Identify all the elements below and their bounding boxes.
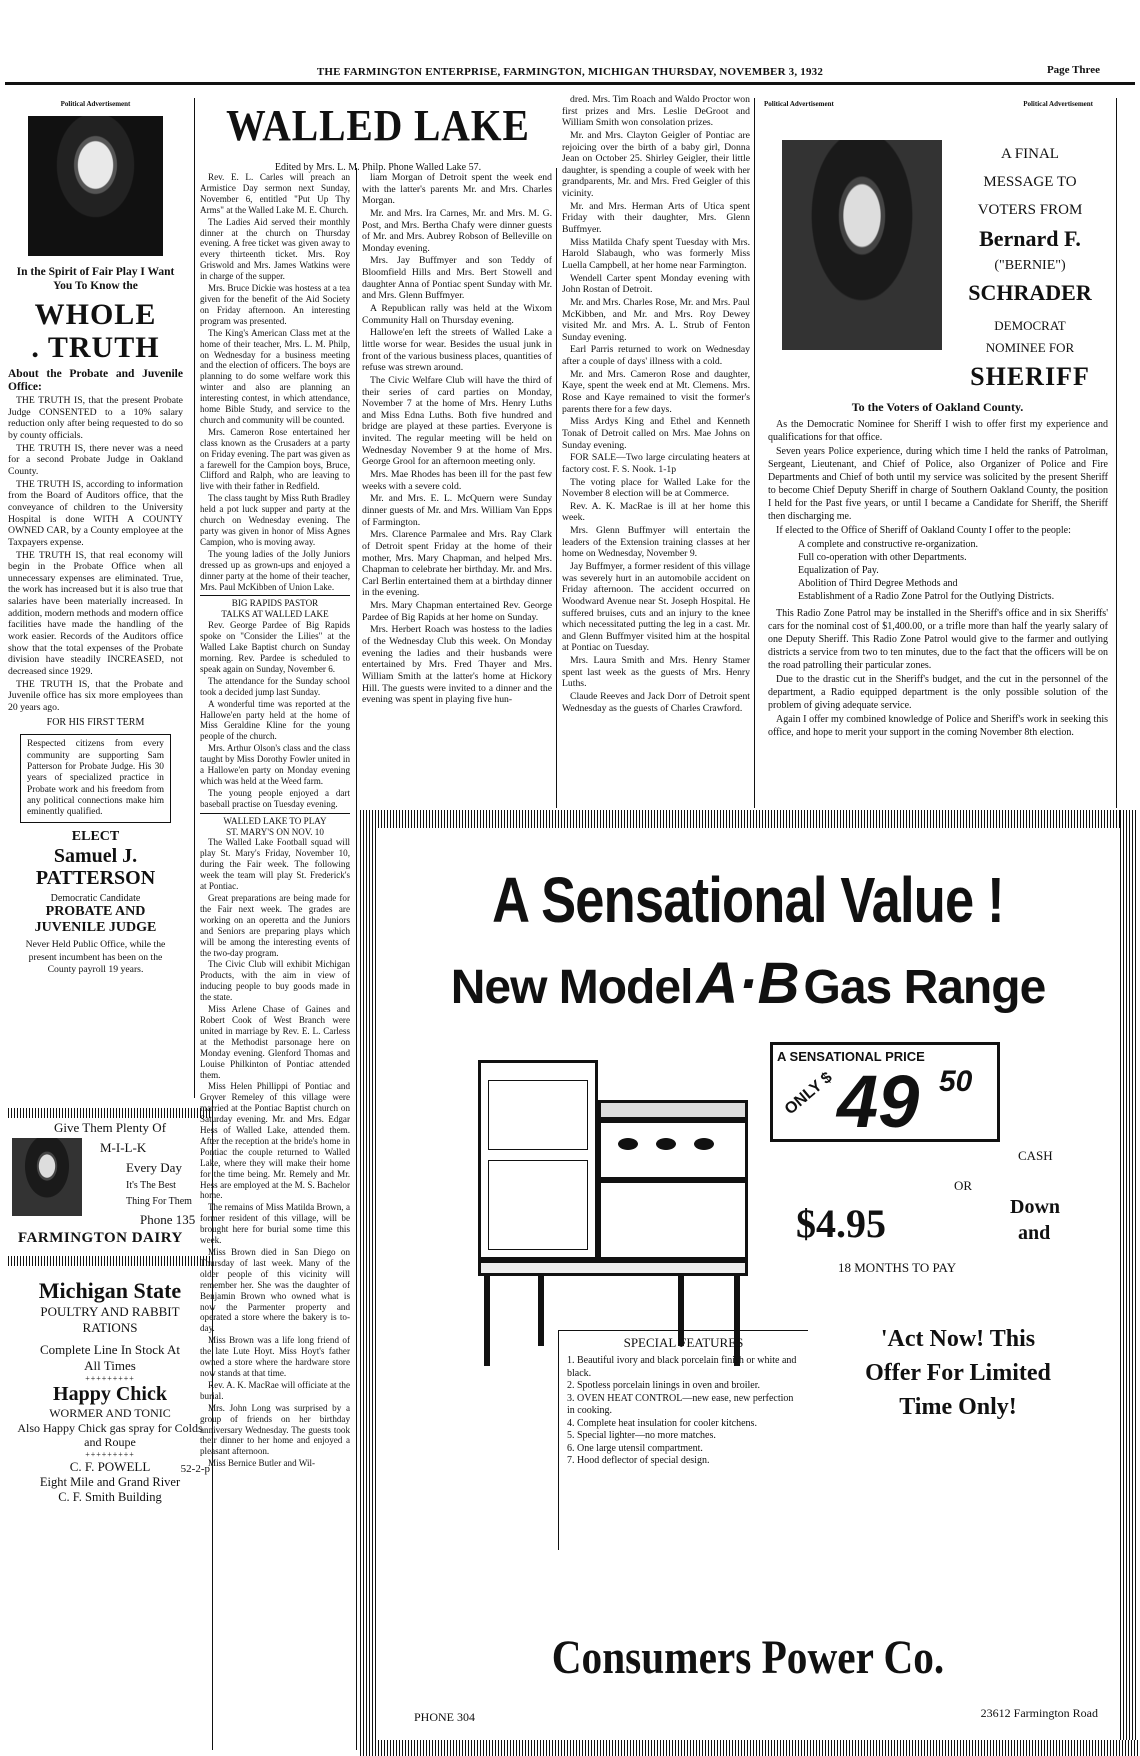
masthead [0, 60, 1140, 90]
gas-down: Down [1010, 1196, 1061, 1218]
sheriff-body [768, 418, 1108, 740]
gas-ad-border-right [1120, 810, 1138, 1756]
news-item: Mr. and Mrs. Charles Rose, Mr. and Mrs. Paul McKibben, and Mr. and Mrs. Roy Dewey visited Mr. and Mrs. A. L. Strub of Fenton Sunday evening. [562, 296, 750, 343]
sheriff-nominee: NOMINEE FOR [985, 340, 1075, 355]
gas-feature: 4. Complete heat insulation for cooler kitchens. [567, 1417, 757, 1429]
gas-feature: 5. Special lighter—no more matches. [567, 1430, 716, 1441]
walled-lake-header [200, 98, 556, 173]
column-rule [556, 168, 557, 808]
masthead-rule [5, 82, 1135, 85]
dairy-bottom-border [8, 1256, 212, 1266]
sheriff-list-item: A complete and constructive re-organization. [798, 539, 979, 550]
gas-subhead [378, 950, 1118, 1017]
gas-headline: A Sensational Value ! [492, 864, 1004, 936]
office-line-1: PROBATE AND [45, 904, 146, 920]
sheriff-list-item: Full co-operation with other Departments. [798, 552, 967, 563]
gas-act-3: Time Only! [899, 1394, 1017, 1420]
news-item: Rev. George Pardee of Big Rapids spoke on "Consider the Lilies" at the Walled Lake Baptist church on Sunday morning. Rev. Pardee is scheduled to speak again on Sunday, November 6. [200, 620, 350, 674]
dairy-every: Every Day [126, 1160, 182, 1175]
dairy-milk: M-I-L-K [100, 1140, 147, 1155]
gas-ab-logo: A·B [696, 951, 800, 1016]
dairy-name: FARMINGTON DAIRY [18, 1230, 183, 1246]
sheriff-surname: SCHRADER [968, 280, 1092, 305]
gas-and: and [1018, 1222, 1051, 1244]
gas-or: OR [954, 1178, 973, 1193]
news-item: The remains of Miss Matilda Brown, a former resident of this village, will be brought here for burial some time this week. [200, 1202, 350, 1246]
news-item: Mrs. Arthur Olson's class and the class taught by Miss Dorothy Fowler united in a Hallowe'en party on Monday evening which was held at the Weed farm. [200, 743, 350, 786]
first-term: FOR HIS FIRST TERM [46, 717, 145, 729]
masthead-title: THE FARMINGTON ENTERPRISE, FARMINGTON, MICHIGAN THURSDAY, NOVEMBER 3, 1932 [316, 66, 824, 78]
poultry-building: C. F. Smith Building [58, 1489, 162, 1504]
news-item: The Civic Club will exhibit Michigan Products, with the aim in view of inducing people to buy goods made in the state. [200, 959, 350, 1003]
news-item: A Republican rally was held at the Wixom Community Hall on Thursday evening. [362, 303, 552, 326]
gas-feature: 3. OVEN HEAT CONTROL—new ease, new perfection in cooking. [567, 1392, 794, 1416]
gas-feature: 2. Spotless porcelain linings in oven and broiler. [567, 1380, 761, 1391]
sheriff-dem: DEMOCRAT [994, 318, 1066, 333]
never-held: Never Held Public Office, while the present incumbent has been on the County payroll 19 years. [25, 939, 166, 975]
whole-heading: WHOLE [34, 297, 157, 331]
news-item: Mr. and Mrs. Ira Carnes, Mr. and Mrs. M. G. Post, and Mrs. Bertha Chafy were dinner guests of Mr. and Mrs. Aubrey Robson of Belleville on Monday evening. [362, 207, 552, 254]
news-item: Mrs. Glenn Buffmyer will entertain the leaders of the Extension training classes at her home on Wednesday, November 9. [562, 525, 750, 560]
gas-price-cents: 50 [939, 1065, 973, 1098]
news-item: The voting place for Walled Lake for the November 8 election will be at Commerce. [562, 476, 750, 500]
candidate-last-name: PATTERSON [35, 867, 156, 890]
gas-months: 18 MONTHS TO PAY [838, 1260, 957, 1275]
gas-range-word: Gas Range [803, 961, 1046, 1014]
news-item: Earl Parris returned to work on Wednesday after a couple of days' illness with a cold. [562, 344, 750, 368]
poultry-happy: Happy Chick [53, 1383, 167, 1405]
dairy-phone: Phone 135 [140, 1212, 196, 1227]
poultry-code: 52-2-p [180, 1463, 210, 1475]
news-item: Miss Brown was a life long friend of the late Lute Hoyt. Miss Hoyt's father owned a store where the hardware store now stands at that time. [200, 1335, 350, 1378]
poultry-corner: Eight Mile and Grand River [39, 1474, 181, 1489]
sheriff-message: MESSAGE TO [983, 174, 1077, 190]
schrader-ad [760, 98, 1115, 808]
gas-price-block [770, 1042, 1000, 1142]
gas-act-2: Offer For Limited [865, 1360, 1051, 1386]
news-item: Mr. and Mrs. E. L. McQuern were Sunday dinner guests of Mr. and Mrs. William Van Epps of Farmington. [362, 493, 552, 528]
poultry-michigan: Michigan State [38, 1278, 182, 1303]
patterson-ad [8, 100, 183, 1100]
news-item: The class taught by Miss Ruth Bradley held a pot luck supper and party at the church on Wednesday evening. The party was given in honor of Miss Agnes Campion, who is moving away. [200, 493, 350, 547]
gas-feature: 7. Hood deflector of special design. [567, 1455, 710, 1466]
truth-body [8, 368, 183, 714]
news-item: Miss Matilda Chafy spent Tuesday with Mrs. Harold Slabaugh, who was formerly Miss Luella Campbell, at her home near Farmington. [562, 236, 750, 271]
news-item: Mrs. Mae Rhodes has been ill for the past few weeks with a severe cold. [362, 469, 552, 492]
news-item: The Civic Welfare Club will have the third of their series of card parties on Monday, November 7 at the home of Mrs. Henry Luths and Miss Edna Luths. Both five hundred and bridge are played at these parties. Everyone is invited. The regular meeting will be held on Wednesday November 9 at the home of Mrs. George Grool for an afternoon meeting only. [362, 374, 552, 468]
gas-feature: 1. Beautiful ivory and black porcelain finish or white and black. [567, 1355, 797, 1379]
subhead: TALKS AT WALLED LAKE [221, 609, 329, 620]
poultry-ad [8, 1270, 212, 1504]
patterson-portrait [28, 116, 163, 256]
truth-paragraph: THE TRUTH IS, according to information from the Board of Auditors office, that the conveyance of children to the University Hospital is done WITH A COUNTY OWNED CAR, by a County employee at the Taxpayers expense. [8, 478, 183, 548]
news-item: FOR SALE—Two large circulating heaters at factory cost. F. S. Nook. 1-1p [562, 452, 750, 475]
supporters-box: Respected citizens from every community are supporting Sam Patterson for Probate Judge. His 30 years of specialized practice in Probate work and his freedom from any political connections make him eminently qualified. [20, 734, 171, 823]
news-item: Mrs. Bruce Dickie was hostess at a tea given for the benefit of the Aid Society on Friday afternoon. An interesting program was presented. [200, 283, 350, 326]
news-item: Great preparations are being made for the Fair next week. The grades are working on an operetta and the Juniors and Seniors are preparing plays which will be among the interesting events of the two-day program. [200, 893, 350, 958]
truth-heading: . TRUTH [31, 330, 160, 364]
news-item: Mrs. Cameron Rose entertained her class known as the Crusaders at a party on Friday evening. The part was given as a farewell for the Campion boys, Bruce, Clifford and Ralph, who are leaving to live with their father in Redfield. [200, 426, 350, 492]
news-item: Miss Brown died in San Diego on Thursday of last week. Many of the older people of this vicinity will remember her. She was the daughter of Benjamin Brown who owned what is now the Parmenter property and operated a store where the bakery is to-day. [200, 1247, 350, 1334]
dairy-best-2: Thing For Them [126, 1196, 192, 1207]
news-item: Rev. A. K. MacRae will officiate at the burial. [200, 1379, 350, 1401]
walled-lake-editor: Edited by Mrs. L. M. Philp. Phone Walled Lake 57. [274, 162, 482, 173]
gas-address: 23612 Farmington Road [980, 1706, 1098, 1720]
gas-cash: CASH [1018, 1148, 1053, 1163]
truth-paragraph: THE TRUTH IS, that the present Probate Judge CONSENTED to a 10% salary reduction only after being requested to do so by county officials. [8, 395, 183, 442]
truth-paragraph: THE TRUTH IS, there never was a need for a second Probate Judge in Oakland County. [8, 442, 183, 478]
poultry-divider: +++++++++ [85, 1449, 135, 1459]
news-item: liam Morgan of Detroit spent the week end with the latter's parents Mr. and Mrs. Charles Morgan. [362, 172, 552, 207]
news-item: Mrs. Herbert Roach was hostess to the ladies of the Wednesday Club this week. On Monday evening the ladies and their husbands were entertained by Mrs. Fred Thayer and Mrs. William Smith at the latter's home at Hickory Hill. The guests were invited to a dinner and the evening was spent in playing five hun- [362, 624, 552, 706]
poultry-complete: Complete Line In Stock At [39, 1342, 181, 1357]
sheriff-heading: SHERIFF [970, 362, 1090, 391]
gas-phone: PHONE 304 [414, 1710, 476, 1724]
dairy-top-border [8, 1108, 212, 1118]
news-item: Miss Helen Phillippi of Pontiac and Grover Remeley of this village were married at the Pontiac Baptist church on Saturday evening. Mr. and Mrs. Edgar Hess of Walled Lake, attended them. After the reception at the bride's home in Pontiac the couple returned to Walled Lake, where they will make their home for the time being. Mr. Remely and Mr. Hess are employed at the M. S. Bachelor home. [200, 1081, 350, 1201]
baby-with-bottle-image [12, 1138, 82, 1216]
poultry-powell: C. F. POWELL [69, 1458, 151, 1474]
gas-new-model: New Model [450, 961, 693, 1014]
truth-paragraph: THE TRUTH IS, that real economy will begin in the Probate Office when all unnecessary expenses are eliminated. True, the work has increased but it is also true that salaries have been materially increased. In addition, modern methods and modern office facilities have made the handling of the work easier. Records of the Auditors office show that the total expenses of the Probate division have steadily INCREASED, not decreased since 1929. [8, 549, 183, 677]
poultry-rations: RATIONS [82, 1320, 138, 1335]
gas-range-ad [378, 830, 1118, 1738]
poultry-all-times: All Times [84, 1358, 136, 1373]
gas-price-only: ONLY $ [781, 1069, 836, 1119]
news-item: The young people enjoyed a dart baseball practise on Tuesday evening. [200, 787, 350, 809]
news-item: Rev. A. K. MacRae is ill at her home this week. [562, 500, 750, 524]
subhead: ST. MARY'S ON NOV. 10 [226, 826, 324, 837]
gas-act-1: 'Act Now! This [880, 1326, 1036, 1352]
page-number: Page Three [1046, 64, 1100, 76]
gas-features [558, 1330, 808, 1550]
gas-price-dollars: 49 [837, 1060, 920, 1143]
news-item: Rev. E. L. Carles will preach an Armistice Day sermon next Sunday, November 6, entitled "Put Up Thy Arms" at the Walled Lake M. E. Church. [200, 172, 350, 215]
candidate-first-name: Samuel J. [53, 845, 138, 868]
news-item: dred. Mrs. Tim Roach and Waldo Proctor won first prizes and Mrs. Leslie DeGroot and William Smith won consolation prizes. [562, 94, 750, 129]
walled-lake-column-1 [200, 172, 350, 1756]
subhead: BIG RAPIDS PASTOR [231, 598, 319, 609]
poultry-spray: Also Happy Chick gas spray for Colds and Roupe [17, 1421, 203, 1450]
sheriff-paragraph: This Radio Zone Patrol may be installed in the Sheriff's office and in six Sheriffs' cars for the nominal cost of $1,400.00, or a trifle more than half the yearly salary of one Deputy Sheriff. This Radio Zone Patrol would give to the farmer and outlying districts a service from two to ten minutes, due to the fact that the officers will be on the road patrolling their particular zones. [768, 608, 1108, 671]
dairy-best-1: It's The Best [126, 1180, 176, 1191]
sheriff-paragraph: Again I offer my combined knowledge of Police and Sheriff's work in seeking this office, and hope to merit your support in the coming November 8th election. [768, 714, 1108, 738]
sheriff-paragraph: As the Democratic Nominee for Sheriff I wish to offer first my experience and qualifications for that office. [768, 419, 1108, 443]
gas-company: Consumers Power Co. [551, 1631, 945, 1684]
gas-features-title: SPECIAL FEATURES [623, 1335, 744, 1350]
news-item: Mrs. Jay Buffmyer and son Teddy of Bloomfield Hills and Mrs. Bert Stowell and daughter Anna of Pontiac spent Sunday with Mr. and Mrs. Glenn Buffmyer. [362, 255, 552, 302]
column-rule [194, 98, 195, 1098]
sheriff-nick: ("BERNIE") [994, 258, 1066, 273]
office-line-2: JUVENILE JUDGE [34, 920, 157, 936]
walled-lake-column-3 [562, 94, 750, 806]
sheriff-paragraph: Due to the drastic cut in the Sheriff's budget, and the cut in the personnel of the department, a Radio equipped department is the only possible solution of the problem of giving adequate service. [768, 674, 1108, 711]
news-item: Hallowe'en left the streets of Walled Lake a little worse for wear. Besides the usual junk in front of the various business places, quantities of refuse was strewn around. [362, 327, 552, 374]
news-item: Claude Reeves and Jack Dorr of Detroit spent Wednesday as the guests of Charles Crawford. [562, 691, 750, 714]
gas-down-price: $4.95 [796, 1201, 886, 1246]
walled-lake-title: WALLED LAKE [226, 101, 530, 150]
news-item: Miss Bernice Butler and Wil- [208, 1458, 316, 1469]
poultry-line: POULTRY AND RABBIT [40, 1304, 180, 1319]
sheriff-voters: VOTERS FROM [977, 202, 1083, 218]
gas-feature: 6. One large utensil compartment. [567, 1442, 703, 1454]
gas-ad-border-top [360, 810, 1138, 828]
sheriff-paragraph: If elected to the Office of Sheriff of Oakland County I offer to the people: [776, 525, 1071, 536]
gas-stove-illustration [418, 1040, 758, 1370]
spirit-line: In the Spirit of Fair Play I Want You To Know the [16, 266, 175, 292]
news-item: Mrs. Clarence Parmalee and Mrs. Ray Clark of Detroit spent Friday at the home of their mother, Mrs. Mary Chapman, and helped Mrs. Chapman to celebrate her birthday. Mr. and Mrs. Carl Berlin entertained them at a birthday dinner in the evening. [362, 529, 552, 599]
political-label: Political Advertisement [60, 100, 131, 108]
dairy-give: Give Them Plenty Of [53, 1120, 167, 1135]
news-item: Mrs. Laura Smith and Mrs. Henry Stamer spent last week as the guests of Mrs. Henry Luths. [562, 655, 750, 690]
column-rule [356, 168, 357, 1750]
news-item: A wonderful time was reported at the Hallowe'en party held at the home of Miss Geraldine Kline for the young people of the church. [200, 698, 350, 742]
elect-label: ELECT [71, 829, 120, 845]
sheriff-list-item: Equalization of Pay. [798, 565, 879, 576]
column-rule [1116, 98, 1117, 808]
truth-intro: About the Probate and Juvenile Office: [8, 367, 183, 394]
sheriff-paragraph: Seven years Police experience, during which time I held the ranks of Patrolman, Sergeant, Lieutenant, and Chief of Police, also Organizer of Police and Fire Departments and Chief of both until my service was solicited by the present Sheriff to become Chief Deputy Sheriff in charge of Southern Oakland County, the position I held for the Past five years, or until I became a Candidate for Sheriff, the Sheriff then discharging me. [768, 446, 1108, 522]
subhead: WALLED LAKE TO PLAY [223, 815, 327, 826]
news-item: Mrs. John Long was surprised by a group of friends on her birthday anniversary Wednesday. The guests took their dinner to her home and enjoyed a pleasant afternoon. [200, 1402, 350, 1457]
news-item: Mr. and Mrs. Clayton Geigler of Pontiac are rejoicing over the birth of a baby girl, Donna Jean on October 25. Shirley Geigler, their little daughter, is spending a couple of week with her grandparents, Mr. and Mrs. Fred Geigler of this vicinity. [562, 129, 750, 200]
democratic-candidate: Democratic Candidate [50, 893, 141, 905]
poultry-wormer: WORMER AND TONIC [49, 1406, 171, 1420]
news-item: Mrs. Mary Chapman entertained Rev. George Pardee of Big Rapids at her home on Sunday. [362, 600, 552, 623]
dairy-ad [8, 1120, 212, 1250]
political-label-right: Political Advertisement [1023, 100, 1093, 108]
sheriff-name: Bernard F. [979, 226, 1081, 251]
news-item: Jay Buffmyer, a former resident of this village was severely hurt in an automobile accident on Friday afternoon. The accident occurred on Woodward Avenue near St. Joseph Hospital. He suffered bruises, cuts and an injury to the knee which necessitated putting the leg in a cast. Mr. and Glenn Buffmyer visited him at the hospital at Pontiac on Tuesday. [562, 560, 750, 654]
walled-lake-column-2 [362, 172, 552, 802]
news-item: Miss Ardys King and Ethel and Kenneth Tonak of Detroit called on Mrs. Mae Johns on Sunday evening. [562, 416, 750, 451]
sheriff-final: A FINAL [1001, 146, 1059, 162]
truth-paragraph: THE TRUTH IS, that the Probate and Juvenile office has six more employees than 20 years ago. [8, 678, 183, 713]
gas-ad-border-left [360, 810, 376, 1756]
news-item: The attendance for the Sunday school took a decided jump last Sunday. [200, 675, 350, 697]
news-item: The King's American Class met at the home of their teacher, Mrs. L. M. Philp, on Wednesday for a business meeting and the election of officers. The boys are planning to do some welfare work this winter and also are planning an interesting contest, in which attendance, home Bible Study, and service to the church and community will be counted. [200, 327, 350, 425]
sheriff-list-item: Abolition of Third Degree Methods and [798, 578, 958, 589]
schrader-portrait [782, 140, 942, 350]
news-item: The young ladies of the Jolly Juniors dressed up as grown-ups and enjoyed a dinner party at the home of their teacher, Mrs. Paul McKibben of Union Lake. [200, 548, 350, 592]
column-rule [754, 98, 755, 808]
gas-price-label: A SENSATIONAL PRICE [777, 1049, 925, 1064]
news-item: The Ladies Aid served their monthly dinner at the church on Thursday evening. A free ticket was given away to every thirteenth ticket. Mrs. Roy Griswold and Mrs. James Watkins were in charge of the supper. [200, 216, 350, 282]
sheriff-list-item: Establishment of a Radio Zone Patrol for the Outlying Districts. [798, 591, 1055, 602]
news-item: Wendell Carter spent Monday evening with John Rostan of Detroit. [562, 272, 750, 296]
news-item: Miss Arlene Chase of Gaines and Robert Cook of West Branch were united in marriage by Rev. E. L. Carless at the Methodist parsonage here on Monday evening. Glenford Thomas and Louise Philkinton of Pontiac attended them. [200, 1004, 350, 1080]
news-item: Mr. and Mrs. Cameron Rose and daughter, Kaye, spent the week end at Mt. Clemens. Mrs. Rose and Kaye remained to visit the former's parents there for a few days. [562, 368, 750, 415]
sheriff-to-voters: To the Voters of Oakland County. [851, 400, 1024, 414]
poultry-divider: +++++++++ [85, 1374, 135, 1383]
news-item: Mr. and Mrs. Herman Arts of Utica spent Friday with their daughter, Mrs. Glenn Buffmyer. [562, 200, 750, 236]
political-label-left: Political Advertisement [764, 100, 834, 108]
gas-ad-border-bottom [360, 1740, 1138, 1756]
news-item: The Walled Lake Football squad will play St. Mary's Friday, November 10, during the Fair week. The following week the team will play St. Frederick's at Pontiac. [200, 837, 350, 892]
